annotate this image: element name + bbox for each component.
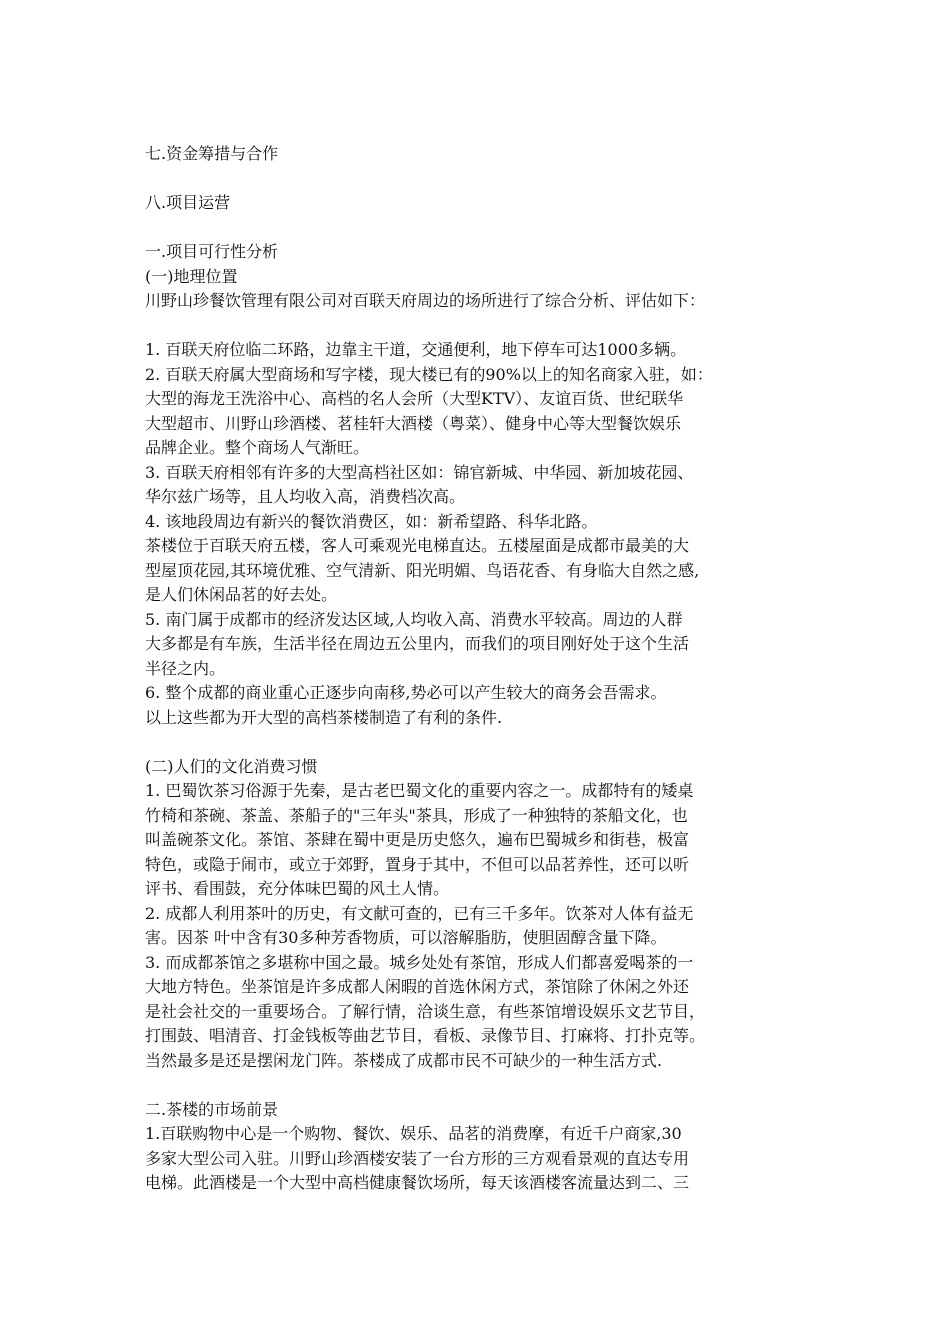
culture-analysis-list bbox=[145, 779, 815, 1073]
text-line: 6. 整个成都的商业重心正逐步向南移,势必可以产生较大的商务会吾需求。 bbox=[145, 683, 667, 702]
subsection-heading-location: (一)地理位置 bbox=[145, 266, 238, 286]
document-page bbox=[145, 142, 815, 1196]
text-line: 当然最多是还是摆闲龙门阵。茶楼成了成都市民不可缺少的一种生活方式. bbox=[145, 1050, 663, 1070]
text-line: 半径之内。 bbox=[145, 658, 226, 678]
text-line: 大地方特色。坐茶馆是许多成都人闲暇的首选休闲方式，茶馆除了休闲之外还 bbox=[145, 977, 690, 996]
text-line: 2. 百联天府属大型商场和写字楼，现大楼已有的90%以上的知名商家入驻，如： bbox=[145, 364, 713, 384]
text-line: 茶楼位于百联天府五楼，客人可乘观光电梯直达。五楼屋面是成都市最美的大 bbox=[145, 536, 690, 555]
subsection-heading-culture: (二)人们的文化消费习惯 bbox=[145, 756, 318, 776]
text-line: 2. 成都人利用茶叶的历史，有文献可查的，已有三千多年。饮茶对人体有益无 bbox=[145, 903, 694, 923]
toc-item-7: 七.资金筹措与合作 bbox=[145, 144, 279, 163]
section-heading-market: 二.茶楼的市场前景 bbox=[145, 1099, 279, 1119]
section-heading-feasibility: 一.项目可行性分析 bbox=[145, 242, 279, 261]
text-line: 电梯。此酒楼是一个大型中高档健康餐饮场所，每天该酒楼客流量达到二、三 bbox=[145, 1173, 690, 1192]
text-line: 5. 南门属于成都市的经济发达区域,人均收入高、消费水平较高。周边的人群 bbox=[145, 609, 683, 629]
text-line: 打围鼓、唱清音、打金钱板等曲艺节目，看板、录像节目、打麻将、打扑克等。 bbox=[145, 1026, 706, 1045]
text-line: 1. 巴蜀饮茶习俗源于先秦，是古老巴蜀文化的重要内容之一。成都特有的矮桌 bbox=[145, 781, 694, 800]
location-analysis-list bbox=[145, 338, 815, 730]
text-line: 是社会社交的一重要场合。了解行情，洽谈生意，有些茶馆增设娱乐文艺节目， bbox=[145, 1001, 706, 1021]
text-line: 评书、看围鼓，充分体味巴蜀的风土人情。 bbox=[145, 879, 450, 898]
text-line: 特色，或隐于闹市，或立于郊野，置身于其中，不但可以品茗养性，还可以听 bbox=[145, 854, 690, 874]
text-line: 害。因茶 叶中含有30多种芳香物质，可以溶解脂肪，使胆固醇含量下降。 bbox=[145, 928, 667, 947]
text-line: 3. 而成都茶馆之多堪称中国之最。城乡处处有茶馆，形成人们都喜爱喝茶的一 bbox=[145, 952, 694, 972]
text-line: 大多都是有车族，生活半径在周边五公里内，而我们的项目刚好处于这个生活 bbox=[145, 634, 690, 653]
text-line: 4. 该地段周边有新兴的餐饮消费区，如：新希望路、科华北路。 bbox=[145, 511, 598, 531]
toc-item-8: 八.项目运营 bbox=[145, 193, 231, 212]
text-line: 1. 百联天府位临二环路，边靠主干道，交通便利，地下停车可达1000多辆。 bbox=[145, 340, 687, 359]
text-line: 以上这些都为开大型的高档茶楼制造了有利的条件. bbox=[145, 707, 503, 727]
text-line: 多家大型公司入驻。川野山珍酒楼安装了一台方形的三方观看景观的直达专用 bbox=[145, 1148, 690, 1168]
text-line: 1.百联购物中心是一个购物、餐饮、娱乐、品茗的消费摩，有近千户商家,30 bbox=[145, 1124, 682, 1143]
text-line: 3. 百联天府相邻有许多的大型高档社区如：锦官新城、中华园、新加坡花园、 bbox=[145, 462, 694, 482]
text-line: 竹椅和茶碗、茶盖、茶船子的"三年头"茶具，形成了一种独特的茶船文化，也 bbox=[145, 805, 688, 825]
market-outlook-list bbox=[145, 1122, 815, 1196]
text-line: 大型超市、川野山珍酒楼、茗桂轩大酒楼（粤菜）、健身中心等大型餐饮娱乐 bbox=[145, 413, 682, 433]
text-line: 叫盖碗茶文化。茶馆、茶肆在蜀中更是历史悠久，遍布巴蜀城乡和街巷，极富 bbox=[145, 830, 690, 849]
text-line: 品牌企业。整个商场人气渐旺。 bbox=[145, 438, 370, 457]
text-line: 大型的海龙王洗浴中心、高档的名人会所（大型KTV）、友谊百货、世纪联华 bbox=[145, 389, 684, 408]
text-line: 型屋顶花园,其环境优雅、空气清新、阳光明媚、鸟语花香、有身临大自然之感, bbox=[145, 560, 700, 580]
text-line: 是人们休闲品茗的好去处。 bbox=[145, 585, 338, 604]
text-line: 华尔兹广场等，且人均收入高，消费档次高。 bbox=[145, 487, 466, 506]
paragraph-intro: 川野山珍餐饮管理有限公司对百联天府周边的场所进行了综合分析、评估如下： bbox=[145, 291, 706, 310]
